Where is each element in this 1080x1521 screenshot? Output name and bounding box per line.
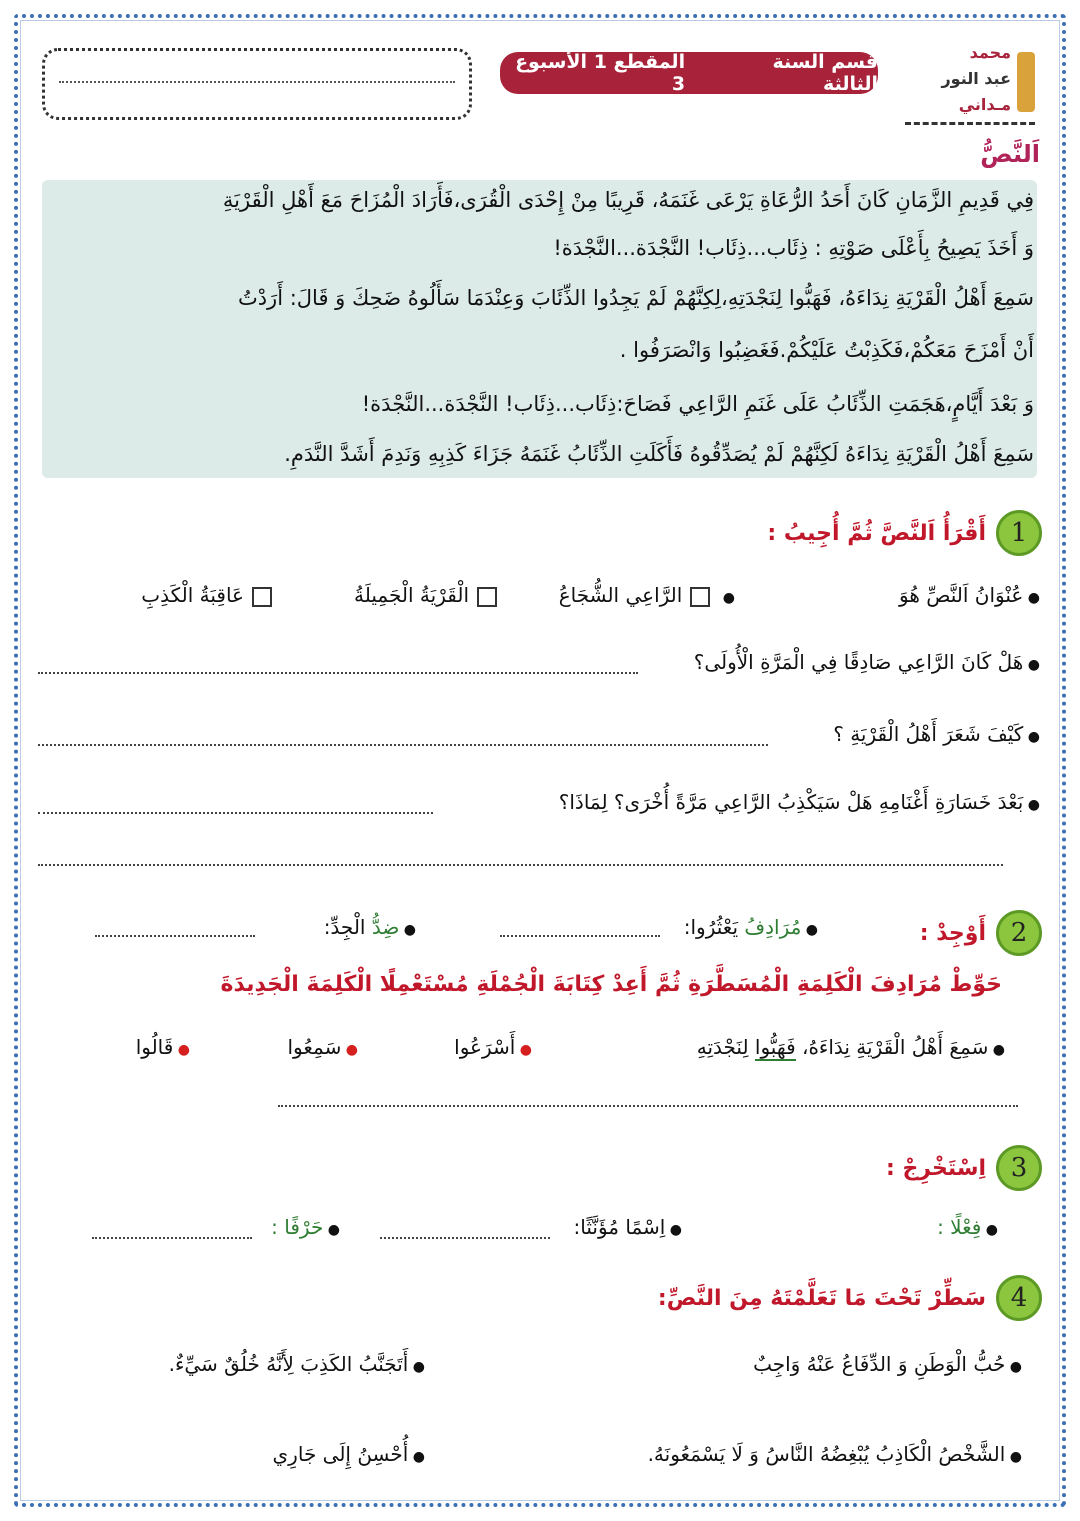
lesson-item[interactable]: ● حُبُّ الْوَطَنِ وَ الدِّفَاعُ عَنْهُ وَاجِبٌ — [753, 1352, 1022, 1376]
extract-verb — [937, 1215, 998, 1239]
q4-number-badge: 4 — [996, 1275, 1042, 1321]
question-3: ● بَعْدَ خَسَارَةِ أَغْنَامِهِ هَلْ سَيَكْذِبُ الرَّاعِي مَرَّةً أُخْرَى؟ لِمَاذَا؟ — [559, 790, 1040, 814]
answer-line[interactable] — [38, 744, 768, 746]
passage-title: اَلنَّصُّ — [980, 140, 1040, 168]
option-label: الْقَرْيَةُ الْجَمِيلَةُ — [354, 583, 469, 607]
synonym-word: يَعْثُرُوا: — [683, 915, 739, 939]
passage-box — [42, 180, 1037, 478]
q3-header — [886, 1145, 1042, 1191]
teacher-logo — [905, 40, 1045, 130]
extract-feminine-noun — [574, 1215, 682, 1239]
choice[interactable]: ● أَسْرَعُوا — [454, 1035, 532, 1059]
q2-title: أَوْجِدْ : — [919, 920, 986, 946]
answer-line[interactable] — [500, 935, 660, 937]
choice[interactable]: ● قَالُوا — [136, 1035, 190, 1059]
answer-line[interactable] — [380, 1237, 550, 1239]
underlined-word: فَهَبُّوا — [754, 1035, 796, 1059]
logo-line3: مـداني — [958, 95, 1011, 114]
lesson-item[interactable]: ● الشَّخْصُ الْكَاذِبُ يُبْغِضُهُ النَّاسُ وَ لَا يَسْمَعُونَهُ. — [648, 1442, 1022, 1466]
question-2: ● كَيْفَ شَعَرَ أَهْلُ الْقَرْيَةِ ؟ — [833, 722, 1040, 746]
question-1: ● هَلْ كَانَ الرَّاعِي صَادِقًا فِي الْمَرَّةِ الْأُولَى؟ — [694, 650, 1040, 674]
antonym-item — [324, 915, 416, 939]
item-label: اِسْمًا مُؤَنَّثًا: — [573, 1215, 666, 1239]
logo-line2: عبد النور — [941, 69, 1011, 88]
q1-header — [767, 510, 1042, 556]
item-label: فِعْلًا : — [937, 1215, 982, 1239]
logo-line1: محمد — [969, 43, 1011, 62]
choice[interactable]: ● سَمِعُوا — [287, 1035, 358, 1059]
checkbox[interactable] — [252, 587, 272, 607]
passage-line: سَمِعَ أَهْلُ الْقَرْيَةِ نِدَاءَهُ لَكِنَّهُمْ لَمْ يُصَدِّقُوهُ فَأَكَلَتِ الذِّئَابُ غَنَمَهُ جَزَاءَ كَذِبِهِ وَنَدِمَ أَشَدَّ النَّدَمِ. — [284, 442, 1034, 466]
passage-line: سَمِعَ أَهْلُ الْقَرْيَةِ نِدَاءَهُ، فَهَبُّوا لِنَجْدَتِهِ،لِكِنَّهُمْ لَمْ يَجِدُوا الذِّئَابَ وَعِنْدَمَا سَأَلُوهُ ضَحِكَ وَ قَالَ: أَرَدْتُ — [237, 286, 1034, 310]
q4-title: سَطِّرْ تَحْتَ مَا تَعَلَّمْتَهُ مِنَ النَّصِّ: — [657, 1285, 986, 1311]
lesson-item[interactable]: ● أُحْسِنُ إِلَى جَارِي — [273, 1442, 425, 1466]
passage-line: وَ بَعْدَ أَيَّامٍ،هَجَمَتِ الذِّئَابُ عَلَى غَنَمِ الرَّاعِي فَصَاحَ:ذِئَاب...ذِئَاب! النَّجْدَة...النَّجْدَة! — [361, 392, 1034, 416]
q1-number-badge: 1 — [996, 510, 1042, 556]
answer-line[interactable] — [278, 1105, 1018, 1107]
passage-line: فِي قَدِيمِ الزَّمَانِ كَانَ أَحَدُ الرُّعَاةِ يَرْعَى غَنَمَهُ، قَرِيبًا مِنْ إِحْدَى الْقُرَى،فَأَرَادَ الْمُزَاحَ مَعَ أَهْلِ الْقَرْيَةِ — [222, 188, 1034, 212]
checkbox[interactable] — [477, 587, 497, 607]
antonym-word: الْجِدِّ: — [323, 915, 366, 939]
checkbox[interactable] — [690, 587, 710, 607]
option-beautiful-village[interactable] — [354, 583, 505, 607]
sentence — [697, 1035, 1005, 1059]
logo-vertical-bar — [1017, 52, 1035, 112]
q1-title: أَقْرَأُ اَلنَّصَّ ثُمَّ أُجِيبُ : — [767, 520, 986, 546]
class-label: قسم السنة الثالثة — [772, 51, 878, 95]
option-brave-shepherd[interactable] — [559, 583, 735, 607]
q3-title: اِسْتَخْرِجْ : — [885, 1155, 986, 1181]
student-name-field[interactable] — [42, 48, 472, 120]
sentence-part: سَمِعَ أَهْلُ الْقَرْيَةِ نِدَاءَهُ، — [795, 1035, 989, 1059]
option-label: عَاقِبَةُ الْكَذِبِ — [141, 583, 244, 607]
answer-line[interactable] — [38, 864, 1003, 866]
lesson-item[interactable]: ● أَتَجَنَّبُ الكَذِبَ لِأَنَّهُ خُلُقٌ سَيِّءٌ. — [169, 1352, 425, 1376]
header-banner — [500, 52, 878, 94]
q3-number-badge: 3 — [996, 1145, 1042, 1191]
sentence-part: لِنَجْدَتِهِ — [696, 1035, 755, 1059]
q2-header — [920, 910, 1042, 956]
answer-line[interactable] — [95, 935, 255, 937]
unit-label: المقطع 1 الأسبوع 3 — [515, 51, 686, 95]
passage-line: أَنْ أَمْزَحَ مَعَكُمْ،فَكَذِبْتُ عَلَيْكُمْ.فَغَضِبُوا وَانْصَرَفُوا . — [619, 338, 1034, 362]
name-line — [59, 81, 455, 83]
item-label: حَرْفًا : — [271, 1215, 324, 1239]
answer-line[interactable] — [38, 812, 433, 814]
synonym-label: مُرَادِفُ — [744, 915, 802, 939]
passage-line: وَ أَخَذَ يَصِيحُ بِأَعْلَى صَوْتِهِ : ذِئَاب...ذِئَاب! النَّجْدَة...النَّجْدَة! — [553, 236, 1034, 260]
q4-header — [658, 1275, 1042, 1321]
option-consequence-lying[interactable] — [141, 583, 280, 607]
title-question: ● عُنْوَانُ اَلنَّصِّ هُوَ — [899, 583, 1040, 607]
instruction: حَوِّطْ مُرَادِفَ الْكَلِمَةِ الْمُسَطَّرَةِ ثُمَّ أَعِدْ كِتَابَةَ الْجُمْلَةِ مُسْتَعْمِلًا الْكَلِمَةَ الْجَدِيدَةَ — [220, 972, 1002, 997]
q2-number-badge: 2 — [996, 910, 1042, 956]
option-label: الرَّاعِي الشُّجَاعُ — [558, 583, 683, 607]
answer-line[interactable] — [92, 1237, 252, 1239]
answer-line[interactable] — [38, 672, 638, 674]
antonym-label: ضِدُّ — [371, 915, 400, 939]
extract-letter — [271, 1215, 340, 1239]
logo-dash — [905, 122, 1035, 125]
synonym-item — [684, 915, 818, 939]
